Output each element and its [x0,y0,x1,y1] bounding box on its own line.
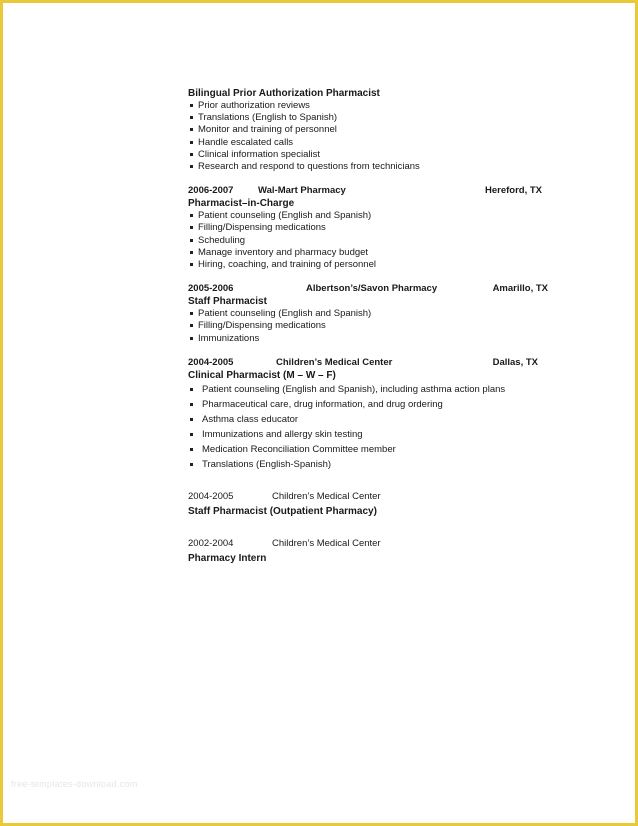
job-title: Pharmacist–in-Charge [188,198,295,210]
section-albertsons [188,282,568,345]
list-item: Filling/Dispensing medications [188,222,568,234]
list-item: Patient counseling (English and Spanish), including asthma action plans [188,382,568,397]
bullet-list [188,382,568,472]
list-item: Scheduling [188,235,568,247]
job-location: Hereford, TX [484,185,542,197]
list-item: Patient counseling (English and Spanish) [188,308,568,320]
job-location: Dallas, TX [492,356,538,368]
job-header [188,356,568,369]
list-item: Immunizations and allergy skin testing [188,427,568,442]
list-item: Filling/Dispensing medications [188,320,568,332]
job-title: Staff Pharmacist [188,296,267,308]
list-item: Handle escalated calls [188,137,568,149]
bullet-list [188,210,568,271]
resume-content [188,87,568,565]
job-employer: Children’s Medical Center [272,537,381,549]
list-item: Hiring, coaching, and training of personnel [188,259,568,271]
job-title: Clinical Pharmacist (M – W – F) [188,369,336,381]
section-childrens-intern [188,537,568,565]
list-item: Clinical information specialist [188,149,568,161]
bullet-list [188,100,568,173]
job-employer: Children’s Medical Center [272,490,381,502]
watermark: free-templates-download.com [11,779,138,789]
list-item: Immunizations [188,333,568,345]
job-header [188,184,568,197]
list-item: Translations (English to Spanish) [188,112,568,124]
job-title: Staff Pharmacist (Outpatient Pharmacy) [188,505,377,517]
job-employer: Albertson’s/Savon Pharmacy [306,283,438,295]
list-item: Translations (English-Spanish) [188,457,568,472]
job-header [188,490,568,503]
section-walmart [188,184,568,271]
list-item: Research and respond to questions from technicians [188,161,568,173]
job-location: Amarillo, TX [492,283,548,295]
section-prior-auth [188,87,568,173]
bullet-list [188,308,568,345]
job-date: 2004-2005 [188,490,234,502]
list-item: Asthma class educator [188,412,568,427]
job-title: Pharmacy Intern [188,552,267,564]
job-date: 2004-2005 [188,356,234,368]
job-date: 2005-2006 [188,283,234,295]
job-header [188,537,568,550]
job-employer: Wal-Mart Pharmacy [258,185,346,197]
job-employer: Children’s Medical Center [276,356,393,368]
list-item: Medication Reconciliation Committee member [188,442,568,457]
job-title: Bilingual Prior Authorization Pharmacist [188,88,380,99]
list-item: Manage inventory and pharmacy budget [188,247,568,259]
list-item: Monitor and training of personnel [188,124,568,136]
list-item: Pharmaceutical care, drug information, and drug ordering [188,397,568,412]
section-childrens-clinical [188,356,568,472]
section-childrens-staff [188,490,568,518]
job-header [188,282,568,295]
list-item: Prior authorization reviews [188,100,568,112]
job-date: 2006-2007 [188,185,234,197]
document-page [3,3,635,823]
list-item: Patient counseling (English and Spanish) [188,210,568,222]
job-date: 2002-2004 [188,537,234,549]
